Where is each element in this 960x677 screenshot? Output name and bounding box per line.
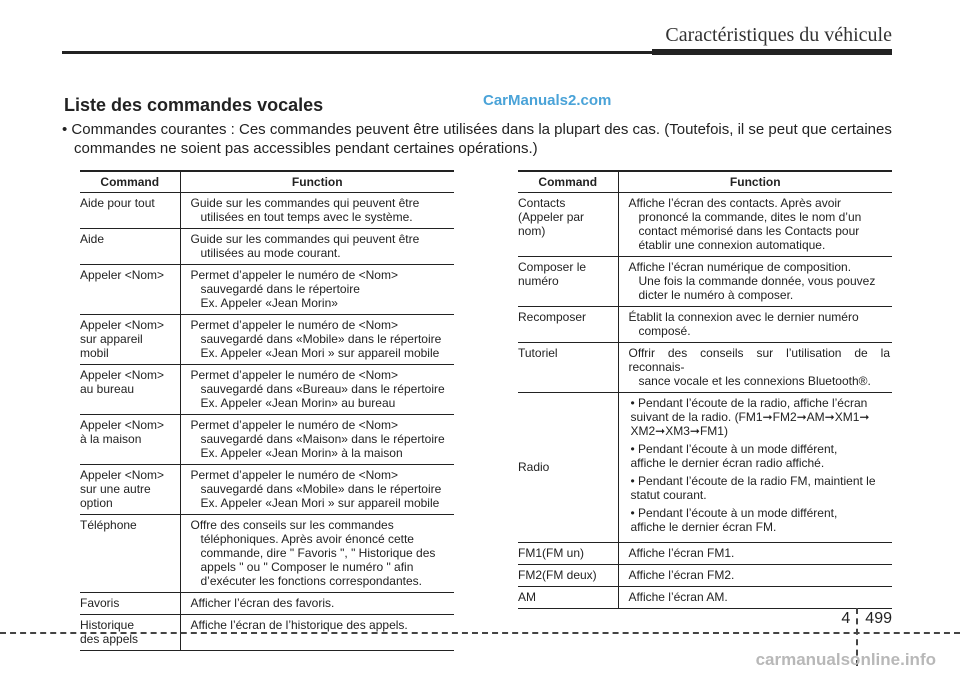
table-row (518, 307, 892, 343)
function-text: Permet d’appeler le numéro de <Nom> (190, 268, 398, 282)
function-text: Ex. Appeler «Jean Mori » sur appareil mobile (200, 496, 440, 510)
command-text: sur une autre (80, 482, 151, 496)
command-cell (80, 415, 180, 465)
section-title: Liste des commandes vocales (64, 95, 324, 115)
command-text: Aide pour tout (80, 196, 155, 210)
command-text: au bureau (80, 382, 135, 396)
bottom-dashed-rule (0, 632, 960, 634)
intro-paragraph: • Commandes courantes : Ces commandes peuvent être utilisées dans la plupart des cas. (Toutefois, il se peut que certaines commandes ne soient pas accessibles pendant certaines opérations.) (62, 121, 892, 157)
header-rule-accent (652, 49, 892, 55)
function-text: Permet d’appeler le numéro de <Nom> (190, 468, 398, 482)
function-text: sauvegardé dans «Mobile» dans le répertoire (200, 482, 442, 496)
function-cell (618, 307, 892, 343)
function-text: Une fois la commande donnée, vous pouvez (638, 274, 876, 288)
function-text: Affiche l’écran FM2. (628, 568, 735, 582)
function-text: contact mémorisé dans les Contacts pour (638, 224, 860, 238)
command-text: Recomposer (518, 310, 587, 324)
function-text: Ex. Appeler «Jean Morin» à la maison (200, 446, 403, 460)
chapter-number: 4 (841, 610, 851, 627)
function-text: utilisées en tout temps avec le système. (200, 210, 413, 224)
function-text: Affiche l’écran numérique de composition. (628, 260, 852, 274)
column-header-function: Function (180, 171, 454, 193)
function-text: Affiche l’écran AM. (628, 590, 728, 604)
bullet-icon: • (630, 506, 639, 520)
bullet-icon: • (630, 474, 639, 488)
function-cell (618, 565, 892, 587)
bullet-text: affiche le dernier écran radio affiché. (630, 456, 825, 470)
bullet-text: suivant de la radio. (FM1➞FM2➞AM➞XM1➞ (630, 410, 870, 424)
table-row (518, 193, 892, 257)
function-text: Établit la connexion avec le dernier numéro (628, 310, 859, 324)
command-text: Historique (80, 618, 135, 632)
function-text: Affiche l’écran de l’historique des appels. (190, 618, 408, 632)
bullet-text: Pendant l’écoute à un mode différent, (638, 442, 838, 456)
command-text: (Appeler par (518, 210, 585, 224)
function-text: Ex. Appeler «Jean Mori » sur appareil mobile (200, 346, 440, 360)
function-text: établir une connexion automatique. (638, 238, 826, 252)
command-cell (80, 229, 180, 265)
function-text: Guide sur les commandes qui peuvent être (190, 232, 420, 246)
command-text: FM2(FM deux) (518, 568, 597, 582)
function-text: téléphoniques. Après avoir énoncé cette (200, 532, 414, 546)
function-text: Offrir des conseils sur l’utilisation de la reconnais- (628, 346, 890, 374)
table-row (518, 587, 892, 609)
function-text: d’exécuter les fonctions correspondantes. (200, 574, 422, 588)
table-row (518, 543, 892, 565)
left-command-table (80, 170, 454, 651)
command-text: mobil (80, 346, 109, 360)
command-cell (518, 193, 618, 257)
command-text: à la maison (80, 432, 142, 446)
bullet-item (629, 506, 891, 534)
table-row (518, 565, 892, 587)
column-header-function: Function (618, 171, 892, 193)
bullet-text: affiche le dernier écran FM. (630, 520, 777, 534)
bullet-text: statut courant. (630, 488, 707, 502)
table-row (80, 265, 454, 315)
bullet-text: Pendant l’écoute à un mode différent, (638, 506, 838, 520)
function-text: appels " ou " Composer le numéro " afin (200, 560, 414, 574)
command-cell (518, 543, 618, 565)
function-text: dicter le numéro à composer. (638, 288, 794, 302)
command-text: option (80, 496, 113, 510)
command-text: Appeler <Nom> (80, 468, 165, 482)
function-text: Permet d’appeler le numéro de <Nom> (190, 418, 398, 432)
function-text: sauvegardé dans «Bureau» dans le répertoire (200, 382, 445, 396)
function-cell (180, 415, 454, 465)
watermark-top: CarManuals2.com (483, 92, 612, 109)
function-cell (618, 343, 892, 393)
right-command-table (518, 170, 892, 609)
command-cell (80, 593, 180, 615)
bullet-item (629, 396, 891, 438)
command-text: Radio (518, 460, 550, 474)
table-row (80, 415, 454, 465)
function-text: Permet d’appeler le numéro de <Nom> (190, 368, 398, 382)
command-text: nom) (518, 224, 546, 238)
function-text: sauvegardé dans le répertoire (200, 282, 360, 296)
command-text: Appeler <Nom> (80, 318, 165, 332)
function-text: composé. (638, 324, 691, 338)
function-cell (618, 393, 892, 543)
command-text: AM (518, 590, 536, 604)
function-text: Guide sur les commandes qui peuvent être (190, 196, 420, 210)
bullet-icon: • (630, 396, 639, 410)
command-text: Appeler <Nom> (80, 268, 165, 282)
table-row (80, 315, 454, 365)
table-row (80, 365, 454, 415)
function-cell (180, 229, 454, 265)
command-text: Favoris (80, 596, 120, 610)
command-text: des appels (80, 632, 139, 646)
command-cell (518, 257, 618, 307)
function-text: Affiche l’écran des contacts. Après avoir (628, 196, 842, 210)
table-row (518, 393, 892, 543)
bullet-icon: • (630, 442, 639, 456)
function-text: Ex. Appeler «Jean Morin» (200, 296, 338, 310)
function-cell (618, 193, 892, 257)
function-text: Permet d’appeler le numéro de <Nom> (190, 318, 398, 332)
function-cell (180, 515, 454, 593)
function-text: Offre des conseils sur les commandes (190, 518, 394, 532)
command-cell (80, 315, 180, 365)
command-text: sur appareil (80, 332, 143, 346)
bullet-item (629, 474, 891, 502)
command-text: Tutoriel (518, 346, 558, 360)
command-text: Composer le (518, 260, 587, 274)
function-cell (180, 365, 454, 415)
function-cell (618, 587, 892, 609)
function-text: sauvegardé dans «Mobile» dans le répertoire (200, 332, 442, 346)
command-cell (80, 515, 180, 593)
table-row (518, 343, 892, 393)
bullet-text: Pendant l’écoute de la radio FM, maintient le (638, 474, 876, 488)
function-cell (180, 465, 454, 515)
function-text: Afficher l’écran des favoris. (190, 596, 335, 610)
bullet-text: XM2➞XM3➞FM1) (630, 424, 728, 438)
table-row (80, 465, 454, 515)
function-cell (180, 593, 454, 615)
function-text: prononcé la commande, dites le nom d’un (638, 210, 862, 224)
table-row (518, 257, 892, 307)
command-cell (80, 265, 180, 315)
function-cell (618, 257, 892, 307)
function-cell (618, 543, 892, 565)
command-text: Appeler <Nom> (80, 418, 165, 432)
command-cell (518, 393, 618, 543)
command-text: Téléphone (80, 518, 137, 532)
column-header-command: Command (80, 171, 180, 193)
command-cell (518, 343, 618, 393)
command-text: numéro (518, 274, 559, 288)
table-row (80, 593, 454, 615)
page-number-value: 499 (865, 610, 892, 627)
command-cell (80, 365, 180, 415)
command-cell (80, 465, 180, 515)
table-row (80, 193, 454, 229)
table-row (80, 229, 454, 265)
bullet-item (629, 442, 891, 470)
function-text: sauvegardé dans «Maison» dans le répertoire (200, 432, 445, 446)
command-cell (518, 307, 618, 343)
function-text: utilisées au mode courant. (200, 246, 341, 260)
function-text: Ex. Appeler «Jean Morin» au bureau (200, 396, 396, 410)
command-text: Aide (80, 232, 105, 246)
function-text: Affiche l’écran FM1. (628, 546, 735, 560)
command-cell (80, 193, 180, 229)
command-text: Appeler <Nom> (80, 368, 165, 382)
function-cell (180, 193, 454, 229)
command-text: FM1(FM un) (518, 546, 584, 560)
function-cell (180, 265, 454, 315)
header-title: Caractéristiques du véhicule (665, 24, 892, 46)
function-cell (180, 315, 454, 365)
command-cell (518, 565, 618, 587)
function-text: sance vocale et les connexions Bluetooth®. (638, 374, 871, 388)
watermark-bottom: carmanualsonline.info (755, 650, 936, 669)
function-text: commande, dire " Favoris ", " Historique des (200, 546, 436, 560)
command-text: Contacts (518, 196, 566, 210)
table-row (80, 515, 454, 593)
bullet-text: Pendant l’écoute de la radio, affiche l’écran (638, 396, 868, 410)
command-cell (518, 587, 618, 609)
column-header-command: Command (518, 171, 618, 193)
